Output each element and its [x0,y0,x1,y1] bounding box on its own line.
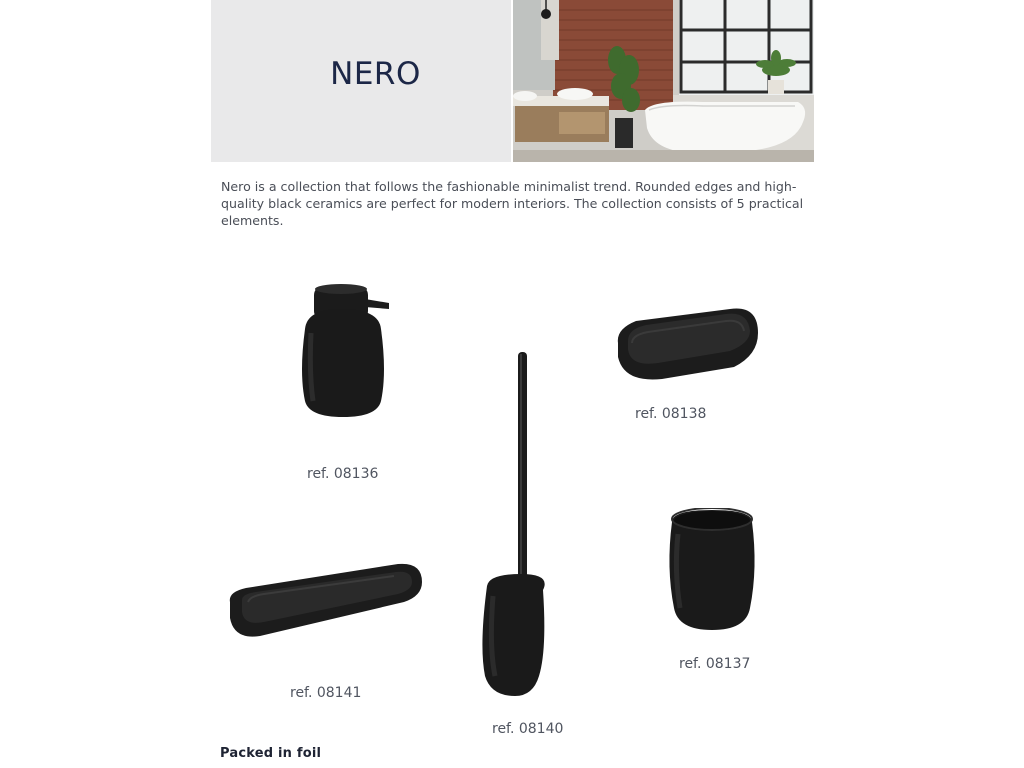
intro-paragraph: Nero is a collection that follows the fashionable minimalist trend. Rounded edges and high-quality black ceramics are perfect for modern interiors. The collection consists of 5 practical elements. [221,179,804,228]
soap-dispenser-image [299,283,394,423]
tray-image [228,562,424,642]
soap-dish-image [614,305,760,385]
product-soap-dispenser [299,283,394,423]
bathroom-photo [513,0,814,162]
ref-label-soap-dish: ref. 08138 [635,406,707,422]
tumbler-image [666,508,760,634]
product-soap-dish [614,305,760,385]
product-toilet-brush [481,350,547,702]
ref-label-tumbler: ref. 08137 [679,656,751,672]
product-tumbler [666,508,760,634]
bathroom-illustration [513,0,814,162]
collection-title: NERO [330,56,421,92]
catalog-page [211,0,814,768]
ref-label-tray: ref. 08141 [290,685,362,701]
title-panel [211,0,511,162]
ref-label-soap-dispenser: ref. 08136 [307,466,379,482]
ref-label-toilet-brush: ref. 08140 [492,721,564,737]
toilet-brush-image [481,350,547,702]
header-banner [211,0,814,162]
product-tray [228,562,424,642]
packaging-note: Packed in foil [220,746,322,761]
